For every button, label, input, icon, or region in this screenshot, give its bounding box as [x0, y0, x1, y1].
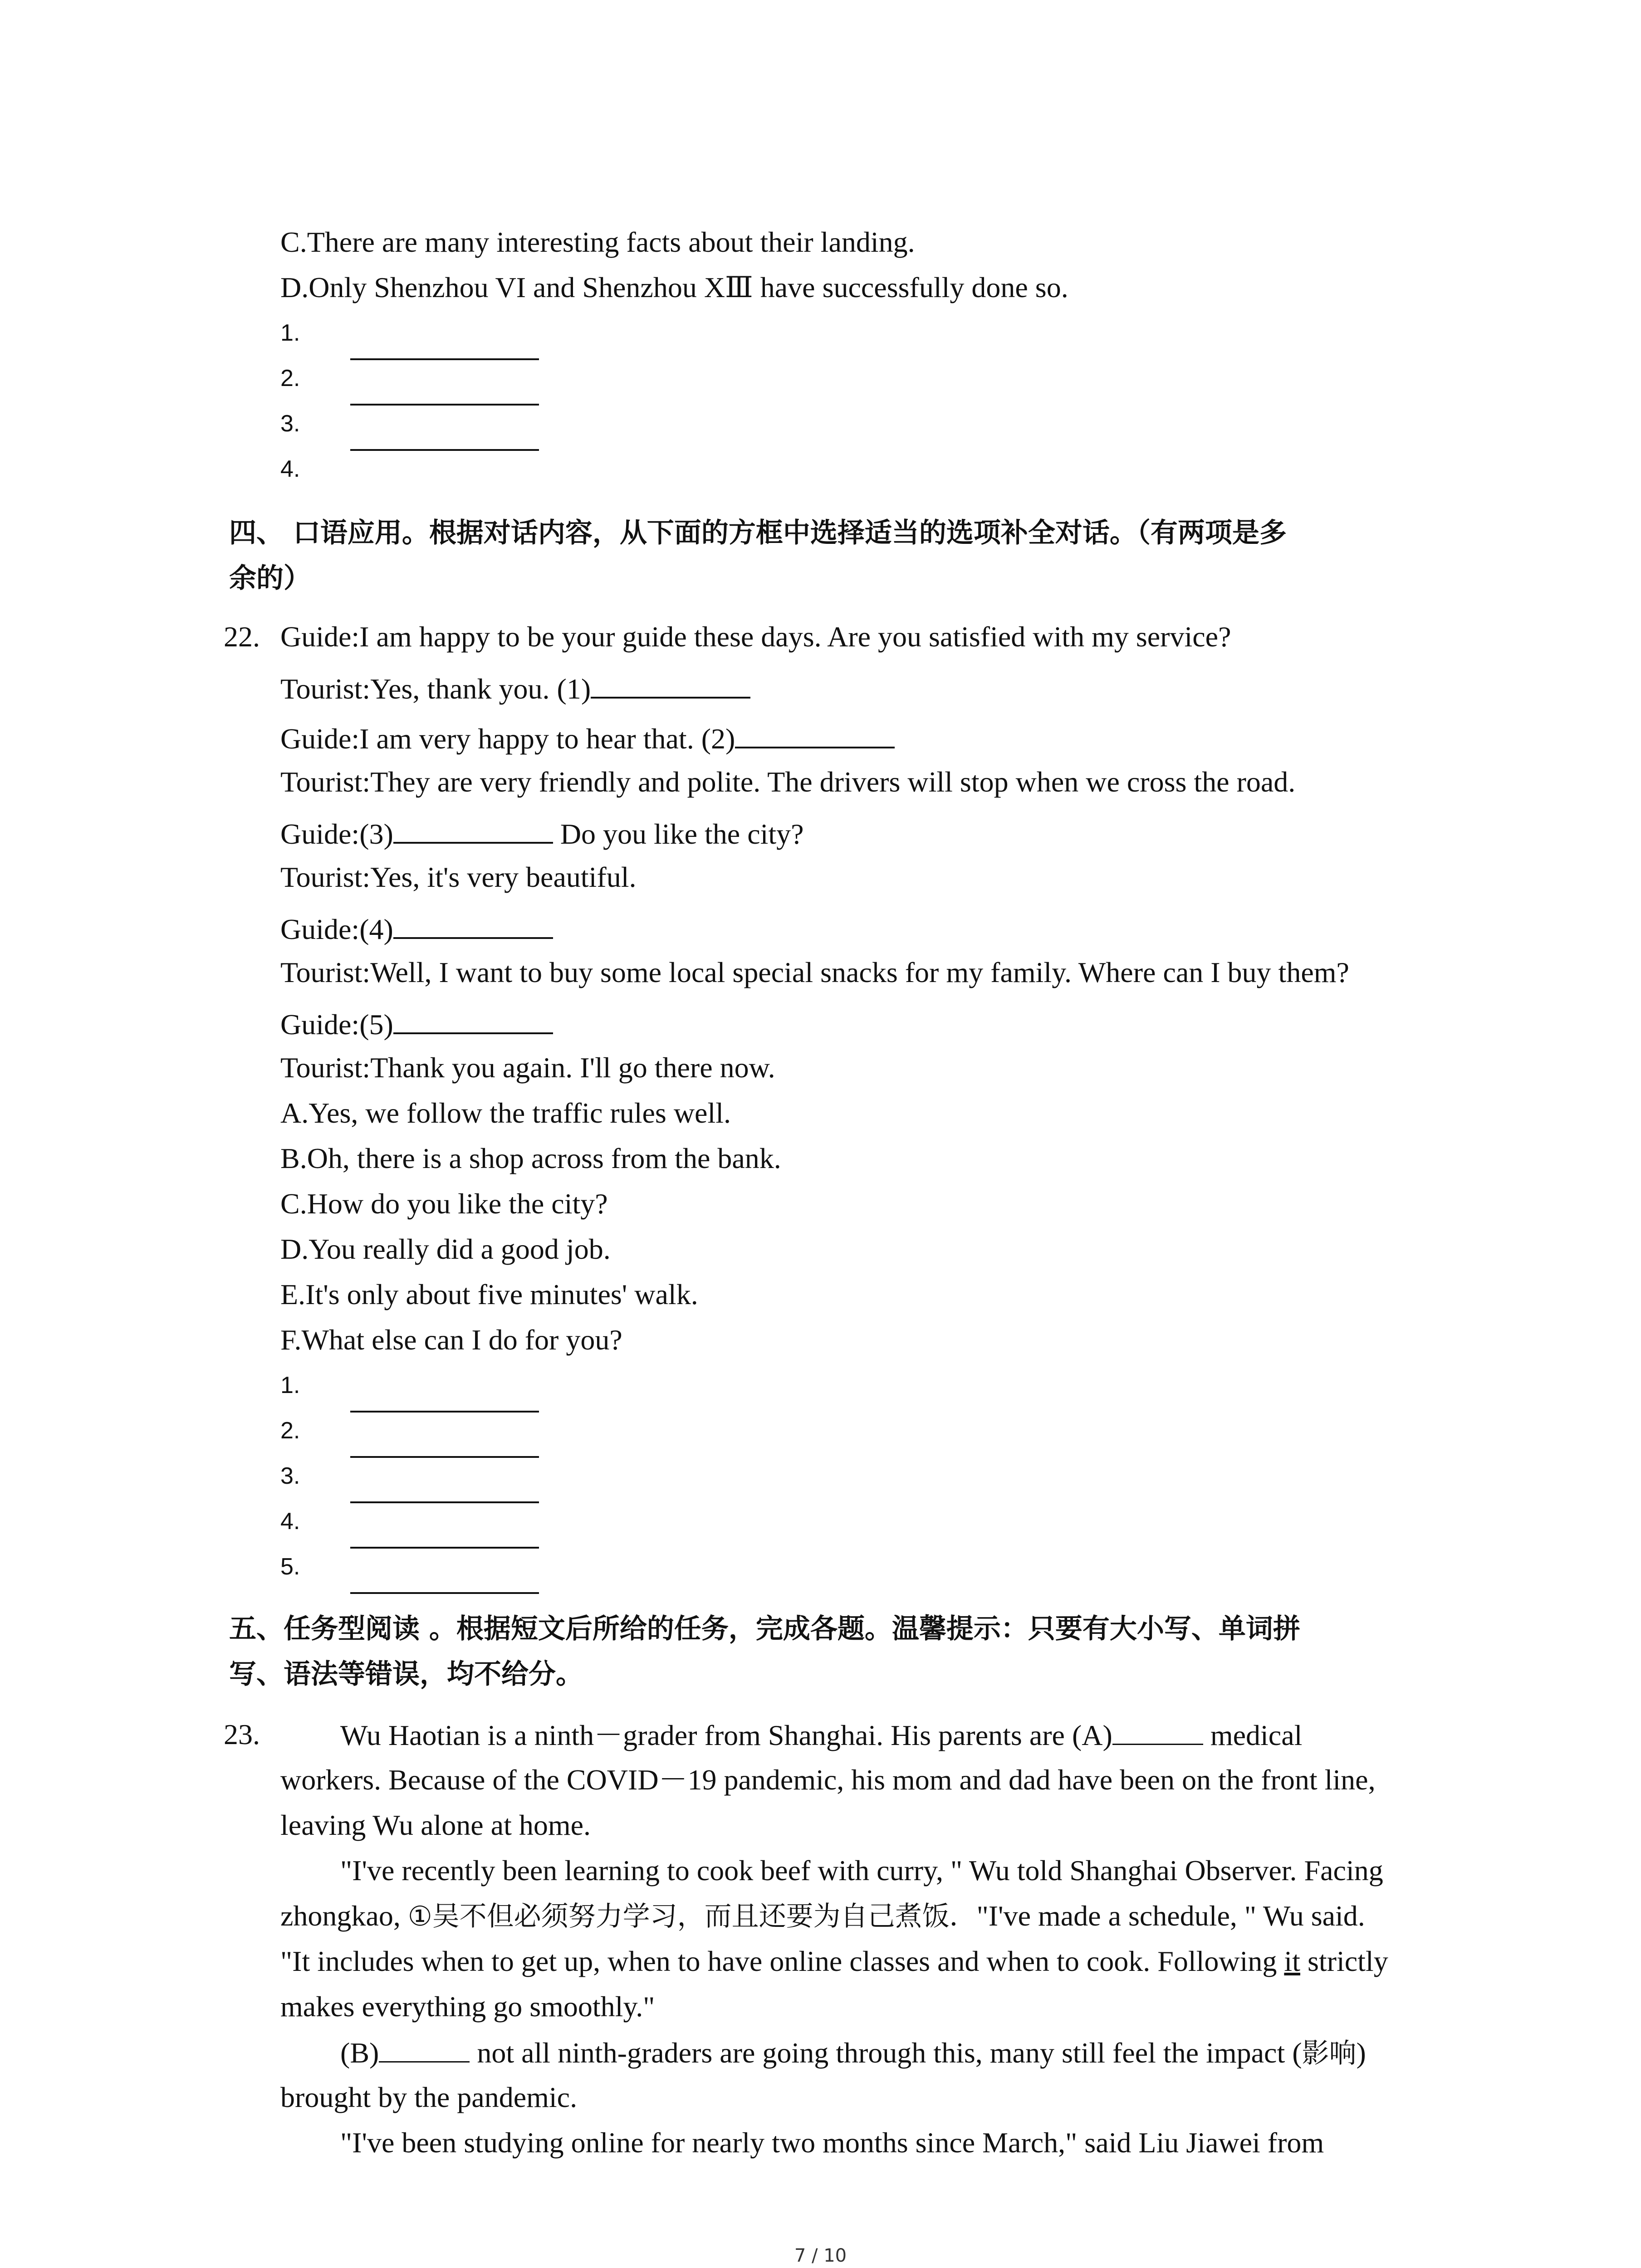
q22-answer-line-3[interactable] [350, 1501, 539, 1503]
passage-p3-line1-a: (B) [340, 2037, 379, 2069]
passage-underlined-it: it [1284, 1945, 1300, 1977]
q22-blank-number-1: 1. [280, 1372, 300, 1398]
q22-option-e: E.It's only about five minutes' walk. [280, 1278, 698, 1310]
q22-number: 22. [224, 621, 260, 653]
q22-blank-number-2: 2. [280, 1418, 300, 1444]
dialogue-line-10: Tourist:Thank you again. I'll go there now. [280, 1051, 775, 1084]
dialogue-line-2 [280, 669, 750, 707]
dialogue-line-2-text: Tourist:Yes, thank you. (1) [280, 673, 591, 705]
passage-blank-b[interactable] [379, 2034, 470, 2063]
q22-option-f: F.What else can I do for you? [280, 1324, 622, 1356]
dialogue-blank-4[interactable] [393, 909, 553, 939]
passage-p3-cn: 影响 [1302, 2038, 1357, 2069]
dialogue-line-8: Tourist:Well, I want to buy some local special snacks for my family. Where can I buy them? [280, 956, 1349, 988]
q23-number: 23. [224, 1718, 260, 1750]
q21-answer-line-3[interactable] [350, 449, 539, 451]
passage-blank-a[interactable] [1112, 1716, 1203, 1745]
q21-blank-number-3: 3. [280, 411, 300, 437]
passage-p2-line3-a: "It includes when to get up, when to have online classes and when to cook. Following [280, 1945, 1284, 1977]
dialogue-line-7-text: Guide:(4) [280, 913, 393, 945]
dialogue-line-7 [280, 909, 553, 948]
q21-answer-line-2[interactable] [350, 404, 539, 406]
section-4-heading-line2: 余的） [229, 562, 311, 594]
dialogue-blank-1[interactable] [591, 669, 750, 699]
passage-p2-line3-b: strictly [1300, 1945, 1388, 1977]
passage-p2-line2 [280, 1898, 1365, 1935]
passage-p3-line1 [340, 2034, 1366, 2072]
q22-option-a: A.Yes, we follow the traffic rules well. [280, 1097, 731, 1129]
section-4-heading-line1: 四、 口语应用。根据对话内容，从下面的方框中选择适当的选项补全对话。（有两项是多 [229, 517, 1287, 549]
passage-p1-line1-a: Wu Haotian is a ninth－grader from Shanghai. His parents are (A) [340, 1719, 1112, 1751]
q21-option-d: D.Only Shenzhou VI and Shenzhou XⅢ have successfully done so. [280, 271, 1068, 303]
dialogue-line-5-tail: Do you like the city? [553, 818, 804, 850]
dialogue-blank-5[interactable] [393, 1004, 553, 1034]
passage-translation-sentence-1: ①吴不但必须努力学习，而且还要为自己煮饭． [407, 1901, 977, 1932]
q22-answer-line-2[interactable] [350, 1456, 539, 1458]
q22-option-d: D.You really did a good job. [280, 1233, 611, 1265]
passage-p1-line3: leaving Wu alone at home. [280, 1809, 591, 1841]
q21-blank-number-2: 2. [280, 365, 300, 391]
dialogue-line-9-text: Guide:(5) [280, 1008, 393, 1041]
dialogue-line-6: Tourist:Yes, it's very beautiful. [280, 861, 637, 893]
passage-p1-line1-b: medical [1203, 1719, 1303, 1751]
dialogue-line-1: Guide:I am happy to be your guide these days. Are you satisfied with my service? [280, 621, 1231, 653]
q22-blank-number-5: 5. [280, 1554, 300, 1580]
passage-p2-line3 [280, 1943, 1388, 1980]
q21-blank-number-1: 1. [280, 320, 300, 346]
section-5-heading-line1: 五、任务型阅读 。根据短文后所给的任务，完成各题。温馨提示：只要有大小写、单词拼 [229, 1613, 1300, 1645]
passage-p1-line1 [340, 1716, 1302, 1754]
passage-p2-line2-a: zhongkao, [280, 1900, 408, 1932]
q22-option-b: B.Oh, there is a shop across from the bank. [280, 1142, 781, 1174]
passage-p2-line2-b: "I've made a schedule, " Wu said. [976, 1900, 1365, 1932]
q21-answer-line-1[interactable] [350, 358, 539, 360]
q22-blank-number-3: 3. [280, 1463, 300, 1489]
section-5-heading-line2: 写、语法等错误，均不给分。 [229, 1658, 583, 1690]
dialogue-line-3 [280, 719, 895, 757]
passage-p4-line1: "I've been studying online for nearly two months since March," said Liu Jiawei from [340, 2126, 1324, 2159]
dialogue-line-9 [280, 1004, 553, 1043]
q21-blank-number-4: 4. [280, 456, 300, 482]
q22-answer-line-1[interactable] [350, 1411, 539, 1413]
passage-p3-line1-c: ) [1356, 2037, 1366, 2069]
dialogue-blank-2[interactable] [735, 719, 895, 748]
passage-p3-line2: brought by the pandemic. [280, 2081, 578, 2113]
dialogue-line-5 [280, 814, 804, 852]
dialogue-line-5-text: Guide:(3) [280, 818, 393, 850]
q22-answer-line-5[interactable] [350, 1592, 539, 1594]
q22-option-c: C.How do you like the city? [280, 1188, 608, 1220]
dialogue-line-3-text: Guide:I am very happy to hear that. (2) [280, 723, 735, 755]
page-number: 7 / 10 [794, 2245, 847, 2266]
q22-answer-line-4[interactable] [350, 1547, 539, 1549]
passage-p3-line1-b: not all ninth-graders are going through this, many still feel the impact ( [470, 2037, 1302, 2069]
dialogue-line-4: Tourist:They are very friendly and polite. The drivers will stop when we cross the road. [280, 766, 1296, 798]
passage-p1-line2: workers. Because of the COVID－19 pandemic, his mom and dad have been on the front line, [280, 1764, 1376, 1796]
q21-option-c: C.There are many interesting facts about their landing. [280, 226, 915, 258]
dialogue-blank-3[interactable] [393, 814, 553, 844]
q22-blank-number-4: 4. [280, 1508, 300, 1535]
passage-p2-line4: makes everything go smoothly." [280, 1990, 655, 2023]
passage-p2-line1: "I've recently been learning to cook beef with curry, " Wu told Shanghai Observer. Facing [340, 1854, 1383, 1887]
